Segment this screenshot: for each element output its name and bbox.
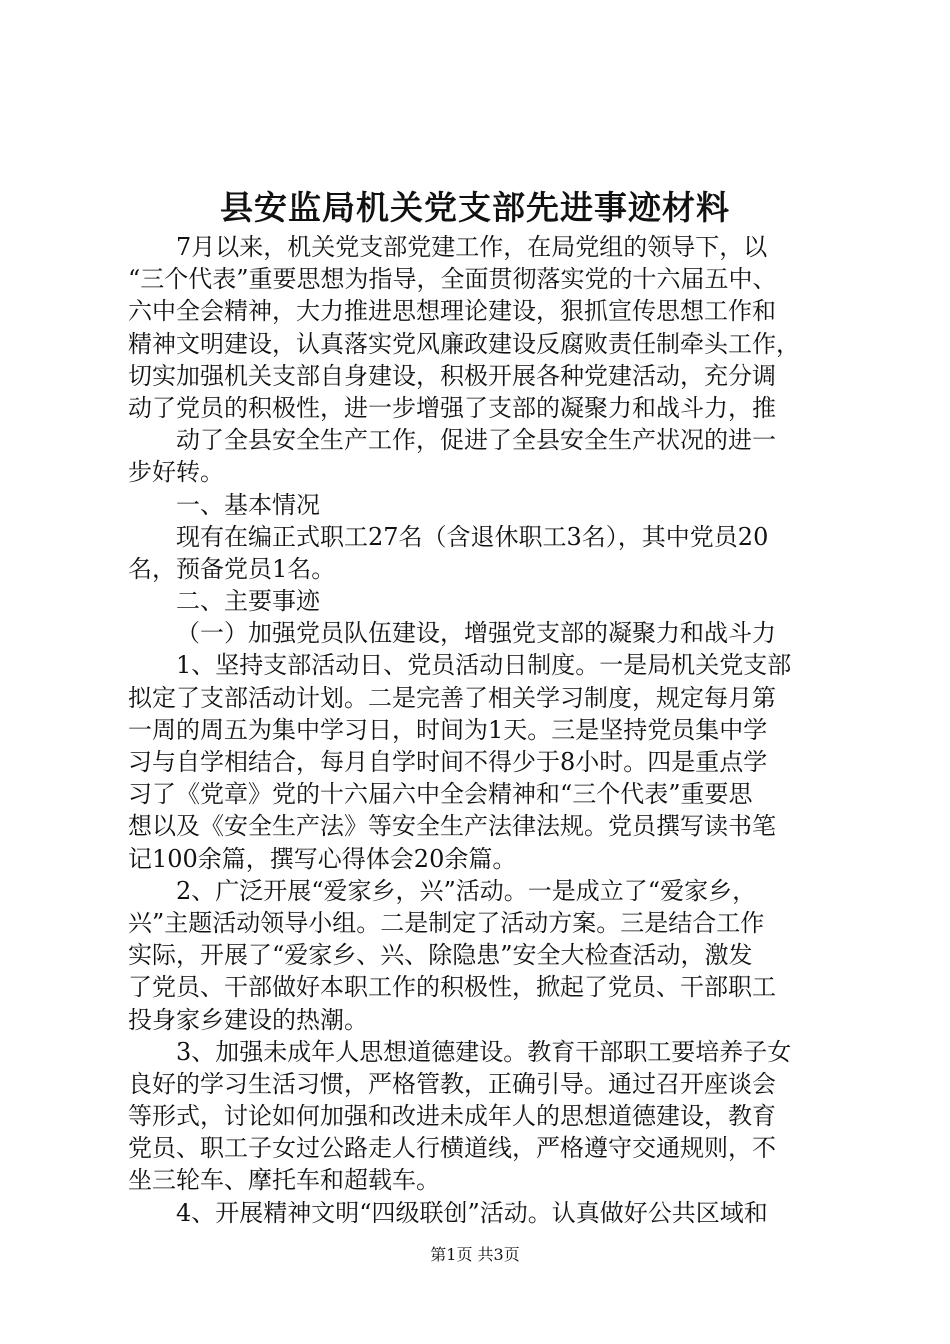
text-line: 切实加强机关支部自身建设，积极开展各种党建活动，充分调 xyxy=(128,361,776,390)
text-line: 一周的周五为集中学习日，时间为1天。三是坚持党员集中学 xyxy=(128,715,768,744)
text-line: （一）加强党员队伍建设，增强党支部的凝聚力和战斗力 xyxy=(176,619,776,648)
text-line: “三个代表”重要思想为指导，全面贯彻落实党的十六届五中、 xyxy=(128,265,777,294)
text-line: 动了党员的积极性，进一步增强了支部的凝聚力和战斗力，推 xyxy=(128,393,776,422)
text-line: 3、加强未成年人思想道德建设。教育干部职工要培养子女 xyxy=(176,1037,792,1066)
document-body xyxy=(128,231,834,1229)
page-footer: 第1页 共3页 xyxy=(430,1245,520,1264)
text-line: 党员、职工子女过公路走人行横道线，严格遵守交通规则，不 xyxy=(128,1134,776,1163)
text-line: 实际，开展了“爱家乡、兴、除隐患”安全大检查活动，激发 xyxy=(128,941,753,970)
text-line: 步好转。 xyxy=(128,458,224,487)
text-line: 兴”主题活动领导小组。二是制定了活动方案。三是结合工作 xyxy=(128,908,765,937)
text-line: 六中全会精神，大力推进思想理论建设，狠抓宣传思想工作和 xyxy=(128,297,776,326)
text-line: 拟定了支部活动计划。二是完善了相关学习制度，规定每月第 xyxy=(128,683,776,712)
text-line: 4、开展精神文明“四级联创”活动。认真做好公共区域和 xyxy=(176,1198,768,1227)
text-line: 二、主要事迹 xyxy=(176,587,320,616)
text-line: 1、坚持支部活动日、党员活动日制度。一是局机关党支部 xyxy=(176,651,792,680)
text-line: 一、基本情况 xyxy=(176,490,320,519)
text-line: 想以及《安全生产法》等安全生产法律法规。党员撰写读书笔 xyxy=(128,812,776,841)
text-line: 坐三轮车、摩托车和超载车。 xyxy=(128,1166,440,1195)
text-line: 动了全县安全生产工作，促进了全县安全生产状况的进一 xyxy=(176,426,776,455)
text-line: 现有在编正式职工27名（含退休职工3名），其中党员20 xyxy=(176,522,769,551)
text-line: 等形式，讨论如何加强和改进未成年人的思想道德建设，教育 xyxy=(128,1102,776,1131)
text-line: 了党员、干部做好本职工作的积极性，掀起了党员、干部职工 xyxy=(128,973,776,1002)
text-line: 精神文明建设，认真落实党风廉政建设反腐败责任制牵头工作， xyxy=(128,329,800,358)
text-line: 记100余篇，撰写心得体会20余篇。 xyxy=(128,844,517,873)
text-line: 投身家乡建设的热潮。 xyxy=(128,1005,368,1034)
text-line: 7月以来，机关党支部党建工作，在局党组的领导下，以 xyxy=(176,233,768,261)
text-line: 名，预备党员1名。 xyxy=(128,554,336,583)
text-line: 良好的学习生活习惯，严格管教，正确引导。通过召开座谈会 xyxy=(128,1069,776,1098)
text-line: 习与自学相结合，每月自学时间不得少于8小时。四是重点学 xyxy=(128,748,768,776)
text-line: 2、广泛开展“爱家乡，兴”活动。一是成立了“爱家乡， xyxy=(176,876,757,905)
page-title: 县安监局机关党支部先进事迹材料 xyxy=(220,188,730,227)
text-line: 习了《党章》党的十六届六中全会精神和“三个代表”重要思 xyxy=(128,780,753,809)
